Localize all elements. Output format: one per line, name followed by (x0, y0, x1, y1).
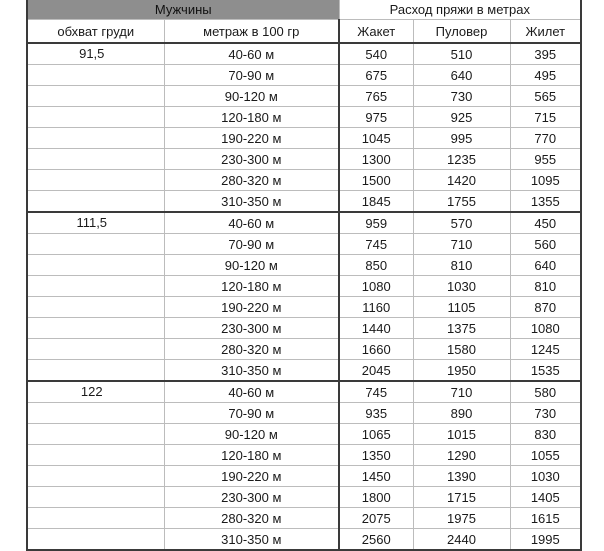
empty-cell (27, 445, 164, 466)
vest-cell: 1535 (510, 360, 581, 382)
meterage-cell: 90-120 м (164, 424, 339, 445)
meterage-cell: 310-350 м (164, 191, 339, 213)
meterage-cell: 90-120 м (164, 255, 339, 276)
vest-cell: 810 (510, 276, 581, 297)
yarn-consumption-title: Расход пряжи в метрах (339, 0, 581, 20)
meterage-cell: 280-320 м (164, 339, 339, 360)
meterage-cell: 280-320 м (164, 170, 339, 191)
jacket-cell: 745 (339, 381, 413, 403)
table-row (27, 297, 581, 318)
jacket-cell: 1350 (339, 445, 413, 466)
table-title-row (27, 0, 581, 20)
table-row (27, 403, 581, 424)
table-row (27, 234, 581, 255)
table-row (27, 212, 581, 234)
table-row (27, 149, 581, 170)
table-row (27, 276, 581, 297)
men-title: Мужчины (27, 0, 339, 20)
vest-cell: 1355 (510, 191, 581, 213)
pullover-cell: 1105 (413, 297, 510, 318)
vest-cell: 1405 (510, 487, 581, 508)
jacket-cell: 1160 (339, 297, 413, 318)
empty-cell (27, 65, 164, 86)
column-header-vest: Жилет (510, 20, 581, 44)
jacket-cell: 765 (339, 86, 413, 107)
vest-cell: 955 (510, 149, 581, 170)
pullover-cell: 1030 (413, 276, 510, 297)
meterage-cell: 310-350 м (164, 529, 339, 551)
jacket-cell: 1080 (339, 276, 413, 297)
jacket-cell: 745 (339, 234, 413, 255)
vest-cell: 1080 (510, 318, 581, 339)
table-row (27, 191, 581, 213)
pullover-cell: 1375 (413, 318, 510, 339)
table-row (27, 445, 581, 466)
vest-cell: 395 (510, 43, 581, 65)
pullover-cell: 1755 (413, 191, 510, 213)
jacket-cell: 959 (339, 212, 413, 234)
table-body (27, 43, 581, 550)
table-row (27, 381, 581, 403)
table-row (27, 466, 581, 487)
vest-cell: 730 (510, 403, 581, 424)
table-row (27, 65, 581, 86)
vest-cell: 715 (510, 107, 581, 128)
pullover-cell: 1015 (413, 424, 510, 445)
jacket-cell: 850 (339, 255, 413, 276)
pullover-cell: 1390 (413, 466, 510, 487)
meterage-cell: 230-300 м (164, 149, 339, 170)
jacket-cell: 1500 (339, 170, 413, 191)
table-row (27, 170, 581, 191)
meterage-cell: 40-60 м (164, 381, 339, 403)
empty-cell (27, 107, 164, 128)
jacket-cell: 1065 (339, 424, 413, 445)
empty-cell (27, 360, 164, 382)
column-header-meterage: метраж в 100 гр (164, 20, 339, 44)
jacket-cell: 540 (339, 43, 413, 65)
jacket-cell: 1660 (339, 339, 413, 360)
pullover-cell: 710 (413, 234, 510, 255)
empty-cell (27, 149, 164, 170)
jacket-cell: 2045 (339, 360, 413, 382)
table-row (27, 86, 581, 107)
meterage-cell: 310-350 м (164, 360, 339, 382)
column-header-row (27, 20, 581, 44)
table-row (27, 43, 581, 65)
vest-cell: 1245 (510, 339, 581, 360)
vest-cell: 1095 (510, 170, 581, 191)
table-row (27, 529, 581, 551)
meterage-cell: 230-300 м (164, 487, 339, 508)
jacket-cell: 1845 (339, 191, 413, 213)
chest-girth-cell: 111,5 (27, 212, 164, 234)
vest-cell: 1030 (510, 466, 581, 487)
pullover-cell: 510 (413, 43, 510, 65)
table-row (27, 255, 581, 276)
pullover-cell: 925 (413, 107, 510, 128)
empty-cell (27, 191, 164, 213)
empty-cell (27, 128, 164, 149)
pullover-cell: 1235 (413, 149, 510, 170)
table-row (27, 318, 581, 339)
table-row (27, 128, 581, 149)
pullover-cell: 570 (413, 212, 510, 234)
table-row (27, 424, 581, 445)
vest-cell: 640 (510, 255, 581, 276)
empty-cell (27, 276, 164, 297)
empty-cell (27, 466, 164, 487)
pullover-cell: 730 (413, 86, 510, 107)
pullover-cell: 710 (413, 381, 510, 403)
meterage-cell: 120-180 м (164, 276, 339, 297)
chest-girth-cell: 91,5 (27, 43, 164, 65)
vest-cell: 870 (510, 297, 581, 318)
meterage-cell: 70-90 м (164, 403, 339, 424)
meterage-cell: 120-180 м (164, 445, 339, 466)
vest-cell: 1995 (510, 529, 581, 551)
empty-cell (27, 508, 164, 529)
jacket-cell: 975 (339, 107, 413, 128)
meterage-cell: 40-60 м (164, 212, 339, 234)
vest-cell: 1615 (510, 508, 581, 529)
chest-girth-cell: 122 (27, 381, 164, 403)
empty-cell (27, 318, 164, 339)
jacket-cell: 2075 (339, 508, 413, 529)
empty-cell (27, 86, 164, 107)
empty-cell (27, 255, 164, 276)
pullover-cell: 640 (413, 65, 510, 86)
empty-cell (27, 424, 164, 445)
meterage-cell: 40-60 м (164, 43, 339, 65)
jacket-cell: 1800 (339, 487, 413, 508)
pullover-cell: 1580 (413, 339, 510, 360)
jacket-cell: 1045 (339, 128, 413, 149)
vest-cell: 565 (510, 86, 581, 107)
empty-cell (27, 339, 164, 360)
vest-cell: 770 (510, 128, 581, 149)
meterage-cell: 70-90 м (164, 65, 339, 86)
pullover-cell: 1290 (413, 445, 510, 466)
pullover-cell: 1975 (413, 508, 510, 529)
pullover-cell: 1715 (413, 487, 510, 508)
jacket-cell: 1450 (339, 466, 413, 487)
meterage-cell: 280-320 м (164, 508, 339, 529)
meterage-cell: 90-120 м (164, 86, 339, 107)
vest-cell: 560 (510, 234, 581, 255)
empty-cell (27, 403, 164, 424)
table-row (27, 508, 581, 529)
meterage-cell: 190-220 м (164, 128, 339, 149)
column-header-chest: обхват груди (27, 20, 164, 44)
pullover-cell: 1420 (413, 170, 510, 191)
empty-cell (27, 487, 164, 508)
vest-cell: 580 (510, 381, 581, 403)
pullover-cell: 810 (413, 255, 510, 276)
meterage-cell: 190-220 м (164, 466, 339, 487)
empty-cell (27, 170, 164, 191)
pullover-cell: 2440 (413, 529, 510, 551)
table-row (27, 339, 581, 360)
jacket-cell: 1440 (339, 318, 413, 339)
empty-cell (27, 234, 164, 255)
jacket-cell: 2560 (339, 529, 413, 551)
table-row (27, 360, 581, 382)
pullover-cell: 995 (413, 128, 510, 149)
table-row (27, 107, 581, 128)
empty-cell (27, 297, 164, 318)
vest-cell: 830 (510, 424, 581, 445)
jacket-cell: 1300 (339, 149, 413, 170)
meterage-cell: 230-300 м (164, 318, 339, 339)
vest-cell: 450 (510, 212, 581, 234)
meterage-cell: 120-180 м (164, 107, 339, 128)
jacket-cell: 675 (339, 65, 413, 86)
jacket-cell: 935 (339, 403, 413, 424)
vest-cell: 1055 (510, 445, 581, 466)
empty-cell (27, 529, 164, 551)
yarn-consumption-table (26, 0, 582, 551)
table-row (27, 487, 581, 508)
pullover-cell: 1950 (413, 360, 510, 382)
column-header-pullover: Пуловер (413, 20, 510, 44)
meterage-cell: 190-220 м (164, 297, 339, 318)
pullover-cell: 890 (413, 403, 510, 424)
vest-cell: 495 (510, 65, 581, 86)
meterage-cell: 70-90 м (164, 234, 339, 255)
column-header-jacket: Жакет (339, 20, 413, 44)
